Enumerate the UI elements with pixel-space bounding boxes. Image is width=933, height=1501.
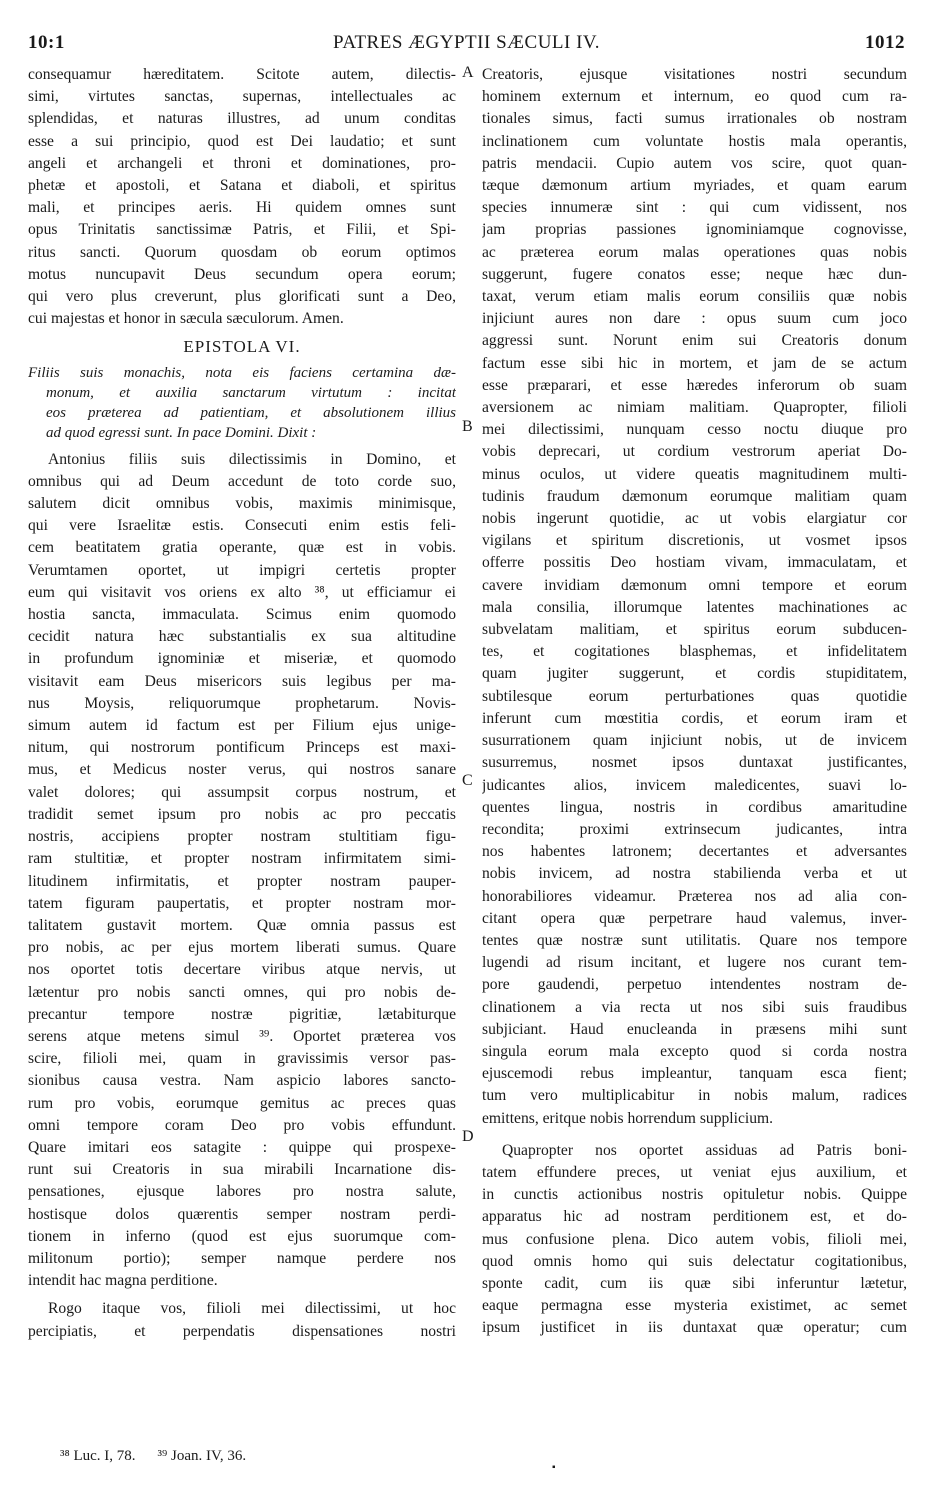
text-line: suggerunt, fugere conatos esse; neque hæc dun- xyxy=(482,265,907,283)
left-column xyxy=(28,64,456,1343)
text-line: ac præterea eorum malas operationes quas nobis xyxy=(482,243,907,261)
text-line: in profundum ignominiæ et miseriæ, et quomodo xyxy=(28,650,456,668)
text-line: splendidas, et naturas illustres, ad unum conditas xyxy=(28,110,456,128)
text-line: valet dolores; qui assumpsit corpus nostrum, et xyxy=(28,783,456,801)
text-line: ipsum justificet in iis duntaxat quæ operatur; cum xyxy=(482,1319,907,1337)
text-line: esse a sui principio, quod est Dei laudatio; et sunt xyxy=(28,132,456,150)
text-line: tradidit semet ipsum pro nobis ac pro peccatis xyxy=(28,805,456,823)
text-line: offerre possitis Deo hostiam vivam, immaculatam, et xyxy=(482,554,907,572)
text-line: serens atque metens simul ³⁹. Oportet præterea vos xyxy=(28,1027,456,1045)
text-line: jam proprias passiones ignominiamque cognovisse, xyxy=(482,221,907,239)
text-line: subtilesque eorum perturbationes quas quotidie xyxy=(482,687,907,705)
text-line: aversionem ac nimiam malitiam. Quapropter, filioli xyxy=(482,399,907,417)
text-line: tatem figuram paupertatis, et propter nostram mor- xyxy=(28,894,456,912)
text-line: quentes lingua, nostris in cordibus amaritudine xyxy=(482,798,907,816)
text-line: eum qui visitavit vos oriens ex alto ³⁸, ut efficiamur ei xyxy=(28,583,456,601)
text-line: hostia sancta, immaculata. Scimus enim quomodo xyxy=(28,606,456,624)
text-line: mus, et Medicus noster verus, qui nostros sanare xyxy=(28,761,456,779)
epistle-body-paragraph xyxy=(28,449,456,1293)
text-line: nos oportet totis decertare viribus atque nervis, ut xyxy=(28,961,456,979)
intro-paragraph xyxy=(28,64,456,330)
text-line: militonum portio); semper namque perdere nos xyxy=(28,1249,456,1267)
footnote: ³⁹ Joan. IV, 36. xyxy=(157,1448,247,1464)
text-line: precantur tempore nostræ pigritiæ, lætabiturque xyxy=(28,1005,456,1023)
right-column xyxy=(482,64,907,1340)
text-line: vigilans et spiritum discretionis, ut vosmet ipsos xyxy=(482,532,907,550)
text-line: nitum, qui nostrorum pontificum Princeps est maxi- xyxy=(28,739,456,757)
epistle-summary xyxy=(28,363,456,443)
page-number-left: 10:1 xyxy=(28,32,65,53)
text-line: Quare imitari eos satagite : quippe qui prospexe- xyxy=(28,1138,456,1156)
text-line: tionales simus, facti sumus irrationales ob nostram xyxy=(482,110,907,128)
text-line: angeli et archangeli et throni et dominationes, pro- xyxy=(28,154,456,172)
text-line: lugendi ad risum incitant, et lugere nos curant tem- xyxy=(482,954,907,972)
text-line: intendit hac magna perditione. xyxy=(28,1272,218,1290)
text-line: taxat, verum etiam malis eorum consiliis quæ nobis xyxy=(482,288,907,306)
text-line: subjiciant. Haud enucleanda in præsens mihi sunt xyxy=(482,1020,907,1038)
text-line: tes, et cogitationes blasphemas, et infidelitatem xyxy=(482,643,907,661)
text-line: recondita; proximi extrinsecum judicantes, intra xyxy=(482,820,907,838)
text-line: ad quod egressi sunt. In pace Domini. Dixit : xyxy=(46,424,317,441)
text-line: tatem effundere preces, ut veniat ejus auxilium, et xyxy=(482,1163,907,1181)
text-line: tæque dæmonum artium myriades, et quam earum xyxy=(482,177,907,195)
text-line: apparatus hic ad nostram perditionem est, et do- xyxy=(482,1208,907,1226)
text-line: species innumeræ sint : qui cum vidissent, nos xyxy=(482,199,907,217)
text-line: nobis invicem, ad nostra stabilienda verba et ut xyxy=(482,865,907,883)
text-line: hostisque dolos quærentis semper nostram perdi- xyxy=(28,1205,456,1223)
text-line: runt sui Creatoris in sua mirabili Incarnatione dis- xyxy=(28,1161,456,1179)
text-line: mus confusione plena. Dico autem vobis, filioli mei, xyxy=(482,1230,907,1248)
text-line: honorabiliores videamur. Præterea nos ad alia con- xyxy=(482,887,907,905)
text-line: citant opera quæ perpetrare haud valemus, inver- xyxy=(482,909,907,927)
text-line: consequamur hæreditatem. Scitote autem, dilectis- xyxy=(28,66,456,83)
text-line: tionem in inferno (quod est ejus suorumque com- xyxy=(28,1227,456,1245)
text-line: Rogo itaque vos, filioli mei dilectissimi, ut hoc xyxy=(48,1300,456,1318)
text-line: inclinationem cum voluntate hostis mala operantis, xyxy=(482,132,907,150)
text-line: Antonius filiis suis dilectissimis in Domino, et xyxy=(48,450,456,468)
text-line: opus Trinitatis sanctissimæ Patris, et Filii, et Spi- xyxy=(28,221,456,239)
text-line: cavere invidiam dæmonum omni tempore et eorum xyxy=(482,576,907,594)
text-line: nobis ingerunt quotidie, ac ut vobis elargiatur cor xyxy=(482,510,907,528)
text-line: inferunt cum mœstitia cordis, et eorum iram et xyxy=(482,709,907,727)
text-line: ritus sancti. Quorum quosdam ob eorum optimos xyxy=(28,243,456,261)
text-line: in cunctis actionibus nostris opituletur nobis. Quippe xyxy=(482,1186,907,1204)
text-line: cecidit natura hæc substantialis ex sua altitudine xyxy=(28,628,456,646)
text-line: ejuscemodi rebus impleantur, tanquam esca fient; xyxy=(482,1065,907,1083)
closing-paragraph xyxy=(28,1298,456,1342)
text-line: tudinis fraudum dæmonum eorumque malitiam quam xyxy=(482,487,907,505)
text-line: tentes quæ nostræ sunt utilitatis. Quare nos tempore xyxy=(482,931,907,949)
text-line: clinationem a via recta ut nos sibi suis fraudibus xyxy=(482,998,907,1016)
text-line: emittens, eritque nobis horrendum supplicium. xyxy=(482,1109,774,1127)
page-number-right: 1012 xyxy=(865,32,905,53)
text-line: susurremus, nosmet ipsos duntaxat justificantes, xyxy=(482,754,907,772)
right-body-paragraph xyxy=(482,64,907,1130)
text-line: injiciunt aures non dare : opus suum cum joco xyxy=(482,310,907,328)
text-line: simi, virtutes sanctas, supernas, intellectuales ac xyxy=(28,88,456,106)
text-line: subvelatam malitiam, et spiritus eorum subducen- xyxy=(482,621,907,639)
text-line: quam jugiter suggerunt, et cordis stupiditatem, xyxy=(482,665,907,683)
text-line: eaque permagna esse mysteria existimet, ac semet xyxy=(482,1297,907,1315)
text-line: monum, et auxilia sanctarum virtutum : incitat xyxy=(46,384,456,401)
text-line: talitatem gustavit mortem. Quæ omnia passus est xyxy=(28,916,456,934)
text-line: cui majestas et honor in sæcula sæculorum. Amen. xyxy=(28,310,344,328)
text-line: cem beatitatem gratia operante, quæ est in vobis. xyxy=(28,539,456,557)
text-line: scire, filioli mei, quam in gravissimis versor pas- xyxy=(28,1050,456,1068)
text-line: nus Moysis, reliquorumque prophetarum. Novis- xyxy=(28,694,456,712)
margin-marker-b: B xyxy=(462,418,473,435)
text-line: patris mendacii. Cupio autem vos scire, quot quan- xyxy=(482,154,907,172)
text-line: eos præterea ad patientiam, et absolutionem illius xyxy=(46,404,456,421)
margin-marker-a: A xyxy=(462,64,474,81)
epistle-heading: EPISTOLA VI. xyxy=(183,337,301,357)
text-line: pro nobis, ac per ejus mortem liberati sumus. Quare xyxy=(28,939,456,957)
margin-marker-c: C xyxy=(462,772,473,789)
text-line: salutem dicit omnibus vobis, maximis minimisque, xyxy=(28,495,456,513)
text-line: litudinem infirmitatis, et propter nostram pauper- xyxy=(28,872,456,890)
right-second-paragraph xyxy=(482,1140,907,1340)
text-line: pore gaudendi, perpetuo intendentes nostram de- xyxy=(482,976,907,994)
footnotes xyxy=(60,1448,268,1465)
text-line: visitavit eam Deus misericors suis legibus per ma- xyxy=(28,672,456,690)
text-line: aggressi sunt. Norunt enim sui Creatoris donum xyxy=(482,332,907,350)
text-line: motus nuncupavit Deus secundum opera eorum; xyxy=(28,265,456,283)
text-line: sponte cadit, cum iis quæ sibi inferuntur lætetur, xyxy=(482,1274,907,1292)
text-line: Quapropter nos oportet assiduas ad Patris boni- xyxy=(502,1141,907,1159)
text-line: susurrationem quam injiciunt nobis, ut de invicem xyxy=(482,732,907,750)
running-title: PATRES ÆGYPTII SÆCULI IV. xyxy=(333,32,600,53)
text-line: phetæ et apostoli, et Satana et diaboli, et spiritus xyxy=(28,177,456,195)
document-page: 10:1 PATRES ÆGYPTII SÆCULI IV. 1012 consequamur hæreditatem. Scitote autem, dilectis- simi, virtutes sanctas, supernas, intellectuales ac splendidas, et naturas illustres, ad unum conditas esse a sui principio, quod est Dei laudatio; et sunt angeli et archangeli et throni et dominationes, pro- phetæ et apostoli, et Satana et diaboli, et spiritus mali, et principes aeris. Hi quidem omnes sunt opus Trinitatis sanctissimæ Patris, et Filii, et Spi- ritus sancti. Quorum quosdam ob eorum optimos motus nuncupavit Deus secundum opera eorum; qui vero plus creverunt, plus glorificati sunt a Deo, cui majestas et honor in sæcula sæculorum. Amen. EPISTOLA VI. Filiis suis monachis, nota eis faciens certamina dæ- monum, et auxilia sanctarum virtutum : incitat eos præterea ad patientiam, et absolutionem illius ad quod egressi sunt. In pace Domini. Dixit : Antonius filiis suis dilectissimis in Domino, et omnibus qui ad Deum accedunt de toto corde suo, salutem dicit omnibus vobis, maximis minimisque, qui vere Israelitæ estis. Consecuti enim estis feli- cem beatitatem gratia operante, quæ est in vobis. Verumtamen oportet, ut impigri certetis propter eum qui visitavit vos oriens ex alto ³⁸, ut efficiamur ei hostia sancta, immaculata. Scimus enim quomodo cecidit natura hæc substantialis ex sua altitudine in profundum ignominiæ et miseriæ, et quomodo visitavit eam Deus misericors suis legibus per ma- nus Moysis, reliquorumque prophetarum. Novis- simum autem id factum est per Filium ejus unige- nitum, qui nostrorum pontificum Princeps est maxi- mus, et Medicus noster verus, qui nostros sanare valet dolores; qui assumpsit corpus nostrum, et tradidit semet ipsum pro nobis ac pro peccatis nostris, accipiens propter nostram stultitiam figu- ram stultitiæ, et propter nostram infirmitatem simi- litudinem infirmitatis, et propter nostram pauper- tatem figuram paupertatis, et propter nostram mor- talitatem gustavit mortem. Quæ omnia passus est pro nobis, ac per ejus mortem liberati sumus. Quare nos oportet totis decertare viribus atque nervis, ut lætentur pro nobis sancti omnes, qui pro nobis de- precantur tempore nostræ pigritiæ, lætabiturque serens atque metens simul ³⁹. Oportet præterea vos scire, filioli mei, quam in gravissimis versor pas- sionibus causa vestra. Nam aspicio labores sancto- rum pro vobis, eorumque gemitus ac preces quas omni tempore coram Deo pro vobis effundunt. Quare imitari eos satagite : quippe qui prospexe- runt sui Creatoris in sua mirabili Incarnatione dis- pensationes, ejusque labores pro nostra salute, hostisque dolos quærentis semper nostram perdi- tionem in inferno (quod est ejus suorumque com- militonum portio); semper namque perdere nos intendit hac magna perditione. Rogo itaque vos, filioli mei dilectissimi, ut hoc percipiatis, et perpendatis dispensationes nostri Creatoris, ejusque visitationes nostri secundum hominem externum et internum, eo quod cum ra- tionales simus, facti sumus irrationales ob nostram inclinationem cum voluntate hostis mala operantis, patris mendacii. Cupio autem vos scire, quot quan- tæque dæmonum artium myriades, et quam earum species innumeræ sint : qui cum vidissent, nos jam proprias passiones ignominiamque cognovisse, ac præterea eorum malas operationes quas nobis suggerunt, fugere conatos esse; neque hæc dun- taxat, verum etiam malis eorum consiliis quæ nobis injiciunt aures non dare : opus suum cum joco aggressi sunt. Norunt enim sui Creatoris donum factum esse sibi hic in mortem, et jam de se actum esse præparari, et esse hæredes inferorum ob suam aversionem ac nimiam malitiam. Quapropter, filioli mei dilectissimi, nunquam cesso noctu diuque pro vobis deprecari, ut cordium vestrorum aperiat Do- minus oculos, ut videre queatis magnitudinem multi- tudinis fraudum dæmonum eorumque malitiam quam nobis ingerunt quotidie, ac ut vobis elargiatur cor vigilans et spiritum discretionis, ut vosmet ipsos offerre possitis Deo hostiam vivam, immaculatam, et cavere invidiam dæmonum omni tempore et eorum mala consilia, illorumque latentes machinationes ac subvelatam malitiam, et spiritus eorum subducen- tes, et cogitationes blasphemas, et infidelitatem quam jugiter suggerunt, et cordis stupiditatem, subtilesque eorum perturbationes quas quotidie inferunt cum mœstitia cordis, et eorum iram et susurrationem quam injiciunt nobis, ut de invicem susurremus, nosmet ipsos duntaxat justificantes, judicantes alios, invicem maledicentes, suavi lo- quentes lingua, nostris in cordibus amaritudine recondita; proximi extrinsecum judicantes, intra nos habentes latronem; decertantes et adversantes nobis invicem, ad nostra stabilienda verba et ut honorabiliores videamur. Præterea nos ad alia con- citant opera quæ perpetrare haud valemus, inver- tentes quæ nostræ sunt utilitatis. Quare nos tempore lugendi ad risum incitant, et lugere nos curant tem- pore gaudendi, perpetuo intendentes nostram de- clinationem a via recta ut nos sibi suis fraudibus subjiciant. Haud enucleanda in præsens mihi sunt singula eorum mala excepto quod si corda nostra ejuscemodi rebus impleantur, tanquam esca fient; tum vero multiplicabitur in nobis malum, radices emittens, eritque nobis horrendum supplicium. Quapropter nos oportet assiduas ad Patris boni- tatem effundere preces, ut veniat ejus auxilium, et in cunctis actionibus nostris opituletur nobis. Quippe apparatus hic ad nostram perditionem est, et do- mus confusione plena. Dico autem vobis, filioli mei, quod omnis homo qui suis delectatur cogitationibus, sponte cadit, cum iis quæ sibi inferuntur lætetur, eaque permagna esse mysteria existimet, ac semet ipsum justificet in iis duntaxat quæ operatur; cum A B C D ³⁸ Luc. I, 78. ³⁹ Joan. IV, 36. ▪ xyxy=(28,32,907,1473)
text-line: singula eorum mala excepto quod si corda nostra xyxy=(482,1042,907,1060)
text-line: esse præparari, et esse hæredes inferorum ob suam xyxy=(482,376,907,394)
text-line: simum autem id factum est per Filium ejus unige- xyxy=(28,717,456,735)
text-line: percipiatis, et perpendatis dispensationes nostri xyxy=(28,1322,456,1340)
text-line: ram stultitiæ, et propter nostram infirmitatem simi- xyxy=(28,850,456,868)
margin-marker-d: D xyxy=(462,1128,474,1145)
text-line: pensationes, ejusque labores pro nostra salute, xyxy=(28,1183,456,1201)
text-line: nostris, accipiens propter nostram stultitiam figu- xyxy=(28,828,456,846)
text-line: omni tempore coram Deo pro vobis effundunt. xyxy=(28,1116,456,1134)
text-line: judicantes alios, invicem maledicentes, suavi lo- xyxy=(482,776,907,794)
text-line: nos habentes latronem; decertantes et adversantes xyxy=(482,843,907,861)
text-line: rum pro vobis, eorumque gemitus ac preces quas xyxy=(28,1094,456,1112)
text-line: factum esse sibi hic in mortem, et jam de se actum xyxy=(482,354,907,372)
text-line: tum vero multiplicabitur in nobis malum, radices xyxy=(482,1087,907,1105)
footnote: ³⁸ Luc. I, 78. xyxy=(60,1448,136,1464)
text-line: qui vere Israelitæ estis. Consecuti enim estis feli- xyxy=(28,517,456,535)
text-line: qui vero plus creverunt, plus glorificati sunt a Deo, xyxy=(28,288,456,306)
text-line: mei dilectissimi, nunquam cesso noctu diuque pro xyxy=(482,421,907,439)
text-line: vobis deprecari, ut cordium vestrorum aperiat Do- xyxy=(482,443,907,461)
text-line: Filiis suis monachis, nota eis faciens certamina dæ- xyxy=(28,364,456,381)
text-line: sionibus causa vestra. Nam aspicio labores sancto- xyxy=(28,1072,456,1090)
text-line: lætentur pro nobis sancti omnes, qui pro nobis de- xyxy=(28,983,456,1001)
text-line: minus oculos, ut videre queatis magnitudinem multi- xyxy=(482,465,907,483)
text-line: mala consilia, illorumque latentes machinationes ac xyxy=(482,598,907,616)
text-line: quod omnis homo qui suis delectatur cogitationibus, xyxy=(482,1252,907,1270)
text-line: omnibus qui ad Deum accedunt de toto corde suo, xyxy=(28,472,456,490)
text-line: Creatoris, ejusque visitationes nostri secundum xyxy=(482,66,907,83)
text-line: hominem externum et internum, eo quod cum ra- xyxy=(482,88,907,106)
text-line: Verumtamen oportet, ut impigri certetis propter xyxy=(28,561,456,579)
running-header xyxy=(28,32,905,58)
text-line: mali, et principes aeris. Hi quidem omnes sunt xyxy=(28,199,456,217)
